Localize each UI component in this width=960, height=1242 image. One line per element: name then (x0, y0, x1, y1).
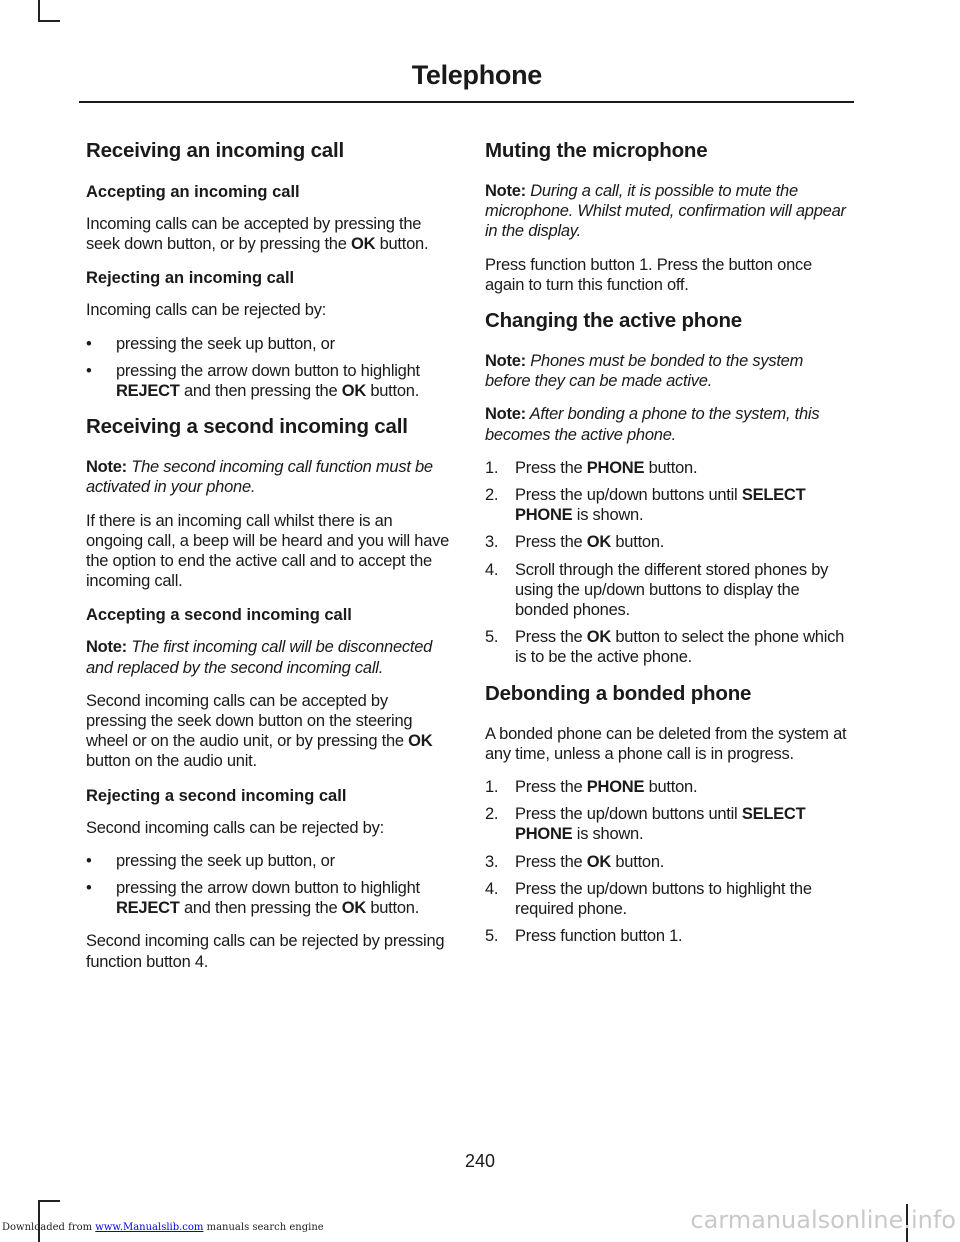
subsection-heading: Accepting a second incoming call (86, 606, 352, 625)
note: Note: The second incoming call function must be activated in your phone. (86, 458, 433, 497)
list-item: 1. Press the PHONE button. (485, 458, 698, 477)
bullet-list (86, 851, 450, 919)
subsection-heading: Accepting an incoming call (86, 183, 300, 201)
subsection-heading: Rejecting a second incoming call (86, 786, 347, 805)
note: Note: The first incoming call will be disconnected and replaced by the second incoming call. (86, 638, 433, 677)
list-item: 2. Press the up/down buttons until SELECT PHONE is shown. (485, 805, 806, 844)
section-heading: Receiving an incoming call (86, 139, 344, 162)
paragraph: Second incoming calls can be rejected by: (86, 818, 384, 837)
list-item: 4. Press the up/down buttons to highlight the required phone. (485, 879, 812, 919)
list-item: 4. Scroll through the different stored phones by using the up/down buttons to display the bonded phones. (485, 560, 829, 620)
list-item: 3. Press the OK button. (485, 852, 665, 871)
header-rule (79, 101, 854, 103)
crop-mark (38, 20, 60, 22)
bullet-list (86, 334, 450, 402)
paragraph: Press function button 1. Press the button once again to turn this function off. (485, 255, 812, 294)
list-item: • pressing the arrow down button to highlight REJECT and then pressing the OK button. (86, 361, 420, 401)
section-heading: Changing the active phone (485, 309, 742, 333)
paragraph: Second incoming calls can be rejected by pressing function button 4. (86, 932, 445, 971)
left-column (86, 138, 450, 985)
list-item: 2. Press the up/down buttons until SELECT PHONE is shown. (485, 486, 806, 525)
list-item: • pressing the arrow down button to highlight REJECT and then pressing the OK button. (86, 879, 420, 918)
crop-mark (38, 0, 40, 22)
numbered-list (485, 458, 849, 668)
section-heading: Receiving a second incoming call (86, 415, 408, 439)
paragraph: If there is an incoming call whilst there is an ongoing call, a beep will be heard and you will have the option to end the active call and to accept the incoming call. (86, 511, 450, 591)
page-title: Telephone (411, 60, 542, 90)
list-item: 3. Press the OK button. (485, 533, 665, 552)
crop-mark (38, 1200, 60, 1202)
note: Note: During a call, it is possible to mute the microphone. Whilst muted, confirmation will appear in the display. (485, 182, 846, 241)
manualslib-link[interactable]: www.Manualslib.com (95, 1222, 204, 1233)
list-item: 5. Press the OK button to select the phone which is to be the active phone. (485, 628, 845, 667)
page-number: 240 (464, 1151, 496, 1171)
list-item: • pressing the seek up button, or (86, 851, 335, 870)
list-item: 5. Press function button 1. (485, 927, 683, 946)
paragraph: Second incoming calls can be accepted by pressing the seek down button on the steering wheel or on the audio unit, or by pressing the OK button on the audio unit. (86, 691, 433, 771)
note: Note: Phones must be bonded to the system before they can be made active. (485, 352, 804, 391)
note: Note: After bonding a phone to the system, this becomes the active phone. (485, 405, 820, 444)
paragraph: Incoming calls can be rejected by: (86, 301, 327, 320)
crop-mark (38, 1200, 40, 1242)
section-heading: Debonding a bonded phone (485, 681, 752, 705)
watermark: carmanualsonline.info (690, 1206, 956, 1234)
section-heading: Muting the microphone (485, 139, 708, 162)
numbered-list (485, 777, 849, 946)
list-item: • pressing the seek up button, or (86, 334, 335, 353)
paragraph: A bonded phone can be deleted from the system at any time, unless a phone call is in progress. (485, 724, 847, 763)
subsection-heading: Rejecting an incoming call (86, 269, 295, 288)
paragraph: Incoming calls can be accepted by pressing the seek down button, or by pressing the OK button. (86, 215, 429, 254)
list-item: 1. Press the PHONE button. (485, 778, 698, 797)
right-column (485, 138, 849, 959)
download-footer: Downloaded from www.Manualslib.com manuals search engine (2, 1222, 324, 1233)
